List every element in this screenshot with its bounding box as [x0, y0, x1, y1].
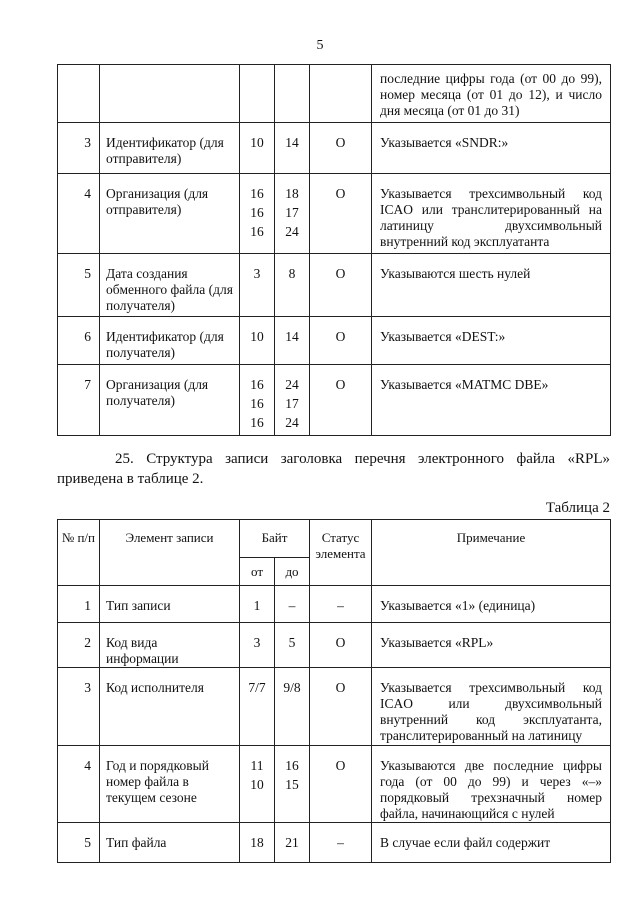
note-cell: последние цифры года (от 00 до 99), номер месяца (от 01 до 12), и число дня месяца (от 01 до 31): [372, 65, 611, 123]
status-cell: О: [310, 668, 372, 746]
cell: [100, 65, 240, 123]
byte-to-cell: 18 17 24: [275, 174, 310, 254]
byte-to-cell: 16 15: [275, 746, 310, 823]
page-number: 5: [316, 38, 324, 53]
note-cell: Указываются две последние цифры года (от 00 до 99) и через «–» порядковый трехзначный номер файла, начинающийся с нулей: [372, 746, 611, 823]
element-cell: Организация (для отправителя): [100, 174, 240, 254]
byte-from-cell: 3: [240, 254, 275, 317]
byte-to-cell: 21: [275, 823, 310, 863]
status-cell: О: [310, 254, 372, 317]
table-row: [58, 65, 611, 123]
table-row: [58, 174, 611, 254]
byte-to-cell: –: [275, 586, 310, 623]
table-caption: Таблица 2: [545, 500, 610, 516]
row-number: 4: [58, 174, 100, 254]
table-row: [58, 365, 611, 436]
row-number: 3: [58, 668, 100, 746]
cell: [310, 65, 372, 123]
byte-from-cell: 10: [240, 317, 275, 365]
byte-from-cell: 7/7: [240, 668, 275, 746]
table-row: [58, 123, 611, 174]
header-from: от: [240, 558, 275, 586]
note-cell: Указывается «MATMC DBE»: [372, 365, 611, 436]
row-number: 5: [58, 823, 100, 863]
status-cell: О: [310, 365, 372, 436]
row-number: 5: [58, 254, 100, 317]
cell: [275, 65, 310, 123]
paragraph-25: 25. Структура записи заголовка перечня электронного файла «RPL» приведена в таблице 2.: [57, 451, 610, 487]
element-cell: Тип записи: [100, 586, 240, 623]
element-cell: Дата создания обменного файла (для получателя): [100, 254, 240, 317]
byte-from-cell: 10: [240, 123, 275, 174]
note-cell: Указывается «RPL»: [372, 623, 611, 668]
status-cell: О: [310, 174, 372, 254]
header-num: № п/п: [58, 520, 100, 586]
byte-from-cell: 18: [240, 823, 275, 863]
status-cell: О: [310, 623, 372, 668]
byte-to-cell: 9/8: [275, 668, 310, 746]
row-number: 4: [58, 746, 100, 823]
byte-from-cell: 1: [240, 586, 275, 623]
table-row: [58, 823, 611, 863]
table-row: [58, 586, 611, 623]
note-cell: Указывается трехсимвольный код ICAO или транслитерированный на латиницу двухсимвольный внутренний код эксплуатанта: [372, 174, 611, 254]
row-number: 7: [58, 365, 100, 436]
element-cell: Организация (для получателя): [100, 365, 240, 436]
header-note: Примечание: [372, 520, 611, 586]
status-cell: О: [310, 123, 372, 174]
table-row: [58, 668, 611, 746]
byte-to-cell: 14: [275, 123, 310, 174]
element-cell: Идентификатор (для отправителя): [100, 123, 240, 174]
cell: [240, 65, 275, 123]
byte-to-cell: 5: [275, 623, 310, 668]
note-cell: Указываются шесть нулей: [372, 254, 611, 317]
table-1: [57, 64, 611, 436]
element-cell: Тип файла: [100, 823, 240, 863]
row-number: 1: [58, 586, 100, 623]
note-cell: В случае если файл содержит: [372, 823, 611, 863]
status-cell: –: [310, 823, 372, 863]
status-cell: –: [310, 586, 372, 623]
row-number: 6: [58, 317, 100, 365]
note-cell: Указывается «SNDR:»: [372, 123, 611, 174]
row-number: 2: [58, 623, 100, 668]
header-row: [58, 520, 611, 558]
header-status: Статус элемента: [310, 520, 372, 586]
table-row: [58, 254, 611, 317]
table-row: [58, 317, 611, 365]
note-cell: Указывается «DEST:»: [372, 317, 611, 365]
row-number: 3: [58, 123, 100, 174]
header-to: до: [275, 558, 310, 586]
status-cell: О: [310, 317, 372, 365]
element-cell: Год и порядковый номер файла в текущем сезоне: [100, 746, 240, 823]
status-cell: О: [310, 746, 372, 823]
element-cell: Идентификатор (для получателя): [100, 317, 240, 365]
byte-from-cell: 11 10: [240, 746, 275, 823]
byte-from-cell: 16 16 16: [240, 174, 275, 254]
table-row: [58, 623, 611, 668]
cell: [58, 65, 100, 123]
byte-from-cell: 16 16 16: [240, 365, 275, 436]
byte-to-cell: 24 17 24: [275, 365, 310, 436]
byte-to-cell: 14: [275, 317, 310, 365]
byte-from-cell: 3: [240, 623, 275, 668]
note-cell: Указывается «1» (единица): [372, 586, 611, 623]
header-element: Элемент записи: [100, 520, 240, 586]
table-row: [58, 746, 611, 823]
byte-to-cell: 8: [275, 254, 310, 317]
element-cell: Код исполнителя: [100, 668, 240, 746]
table-2: [57, 519, 611, 863]
element-cell: Код вида информации: [100, 623, 240, 668]
header-byte: Байт: [240, 520, 310, 558]
note-cell: Указывается трехсимвольный код ICAO или двухсимвольный внутренний код эксплуатанта, транслитерированный на латиницу: [372, 668, 611, 746]
